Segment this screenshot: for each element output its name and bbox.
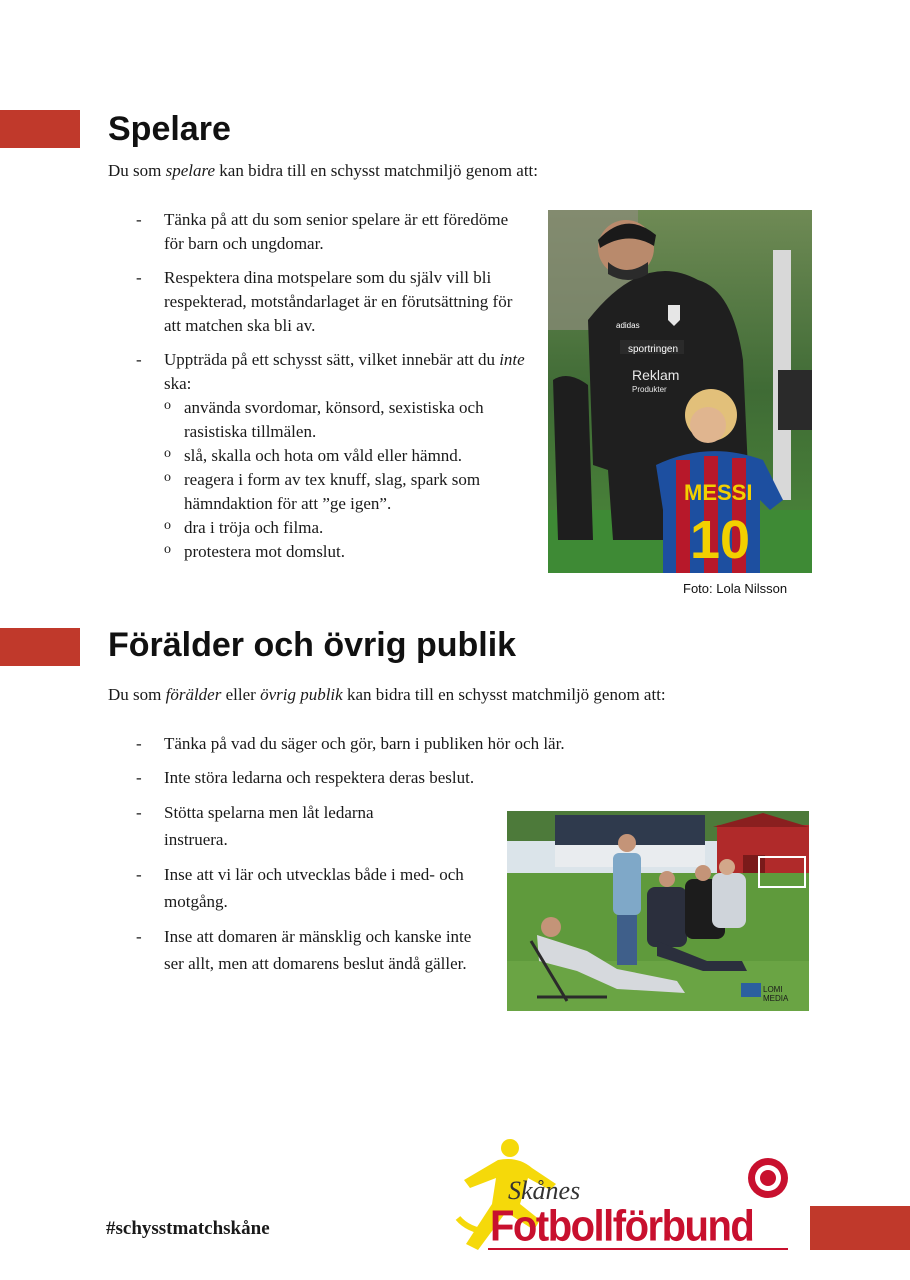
- section-title-spelare: Spelare: [108, 110, 231, 148]
- photo-player-and-child: [548, 210, 812, 573]
- spelare-list: [136, 208, 531, 574]
- list-item: [136, 348, 531, 564]
- jersey-name-text: MESSI: [684, 480, 753, 505]
- section-title-foralder: Förälder och övrig publik: [108, 626, 517, 664]
- skanes-fotbollforbund-logo: [448, 1138, 798, 1254]
- intro-text: kan bidra till en schysst matchmiljö genom att:: [215, 161, 538, 180]
- intro-emphasis: spelare: [165, 161, 216, 180]
- list-item: - Tänka på att du som senior spelare är ett föredöme för barn och ungdomar.: [136, 208, 531, 256]
- list-item: - Tänka på vad du säger och gör, barn i publiken hör och lär.: [136, 730, 736, 757]
- photo-spectators-image: [507, 811, 809, 1011]
- intro-text: Du som: [108, 685, 166, 704]
- intro-text: kan bidra till en schysst matchmiljö genom att:: [342, 685, 666, 704]
- sponsor-text: sportringen: [628, 344, 679, 355]
- sub-list-item: o reagera i form av tex knuff, slag, spark som hämndaktion för att ”ge igen”.: [164, 468, 531, 516]
- watermark-text: MEDIA: [763, 994, 789, 1003]
- sub-list-item: o dra i tröja och filma.: [164, 516, 531, 540]
- intro-emphasis: förälder: [165, 685, 222, 704]
- sub-list-item: o slå, skalla och hota om våld eller hämnd.: [164, 444, 531, 468]
- sponsor-text: Reklam: [632, 367, 680, 383]
- list-item: - Inse att vi lär och utvecklas både i med- och motgång.: [136, 861, 494, 915]
- list-item-emphasis: inte: [499, 350, 525, 369]
- accent-bar-footer: [810, 1206, 910, 1250]
- photo-spectators: [507, 811, 809, 1011]
- jersey-number-text: 10: [690, 510, 751, 570]
- sponsor-text: Produkter: [632, 385, 667, 394]
- sub-list-item: o protestera mot domslut.: [164, 540, 531, 564]
- photo-player-and-child-image: [548, 210, 812, 573]
- intro-text: eller: [221, 685, 261, 704]
- section-intro-spelare: [108, 160, 538, 182]
- brand-text: adidas: [616, 321, 640, 330]
- list-item: - Stötta spelarna men låt ledarna instruera.: [136, 799, 426, 853]
- list-item-text: Uppträda på ett schysst sätt, vilket innebär att du: [164, 350, 500, 369]
- sub-list-item: o använda svordomar, könsord, sexistiska och rasistiska tillmälen.: [164, 396, 531, 444]
- logo-text-small: Skånes: [508, 1176, 581, 1205]
- photo-caption: Foto: Lola Nilsson: [683, 581, 788, 596]
- hashtag: #schysstmatchskåne: [106, 1218, 270, 1239]
- list-item-text: ska:: [164, 374, 192, 393]
- section-intro-foralder: [108, 684, 666, 706]
- list-item: - Inte störa ledarna och respektera deras beslut.: [136, 764, 736, 791]
- list-item: - Inse att domaren är mänsklig och kanske inte ser allt, men att domarens beslut ändå gäller.: [136, 923, 484, 977]
- intro-text: Du som: [108, 161, 166, 180]
- logo-text-big: Fotbollförbund: [490, 1202, 754, 1251]
- list-item: - Respektera dina motspelare som du själv vill bli respekterad, motståndarlaget är en förutsättning för att matchen ska bli av.: [136, 266, 531, 338]
- intro-emphasis: övrig publik: [260, 685, 343, 704]
- accent-bar-section2: [0, 628, 80, 666]
- watermark-text: LOMI: [763, 985, 783, 994]
- accent-bar-section1: [0, 110, 80, 148]
- spelare-sublist: [164, 396, 531, 564]
